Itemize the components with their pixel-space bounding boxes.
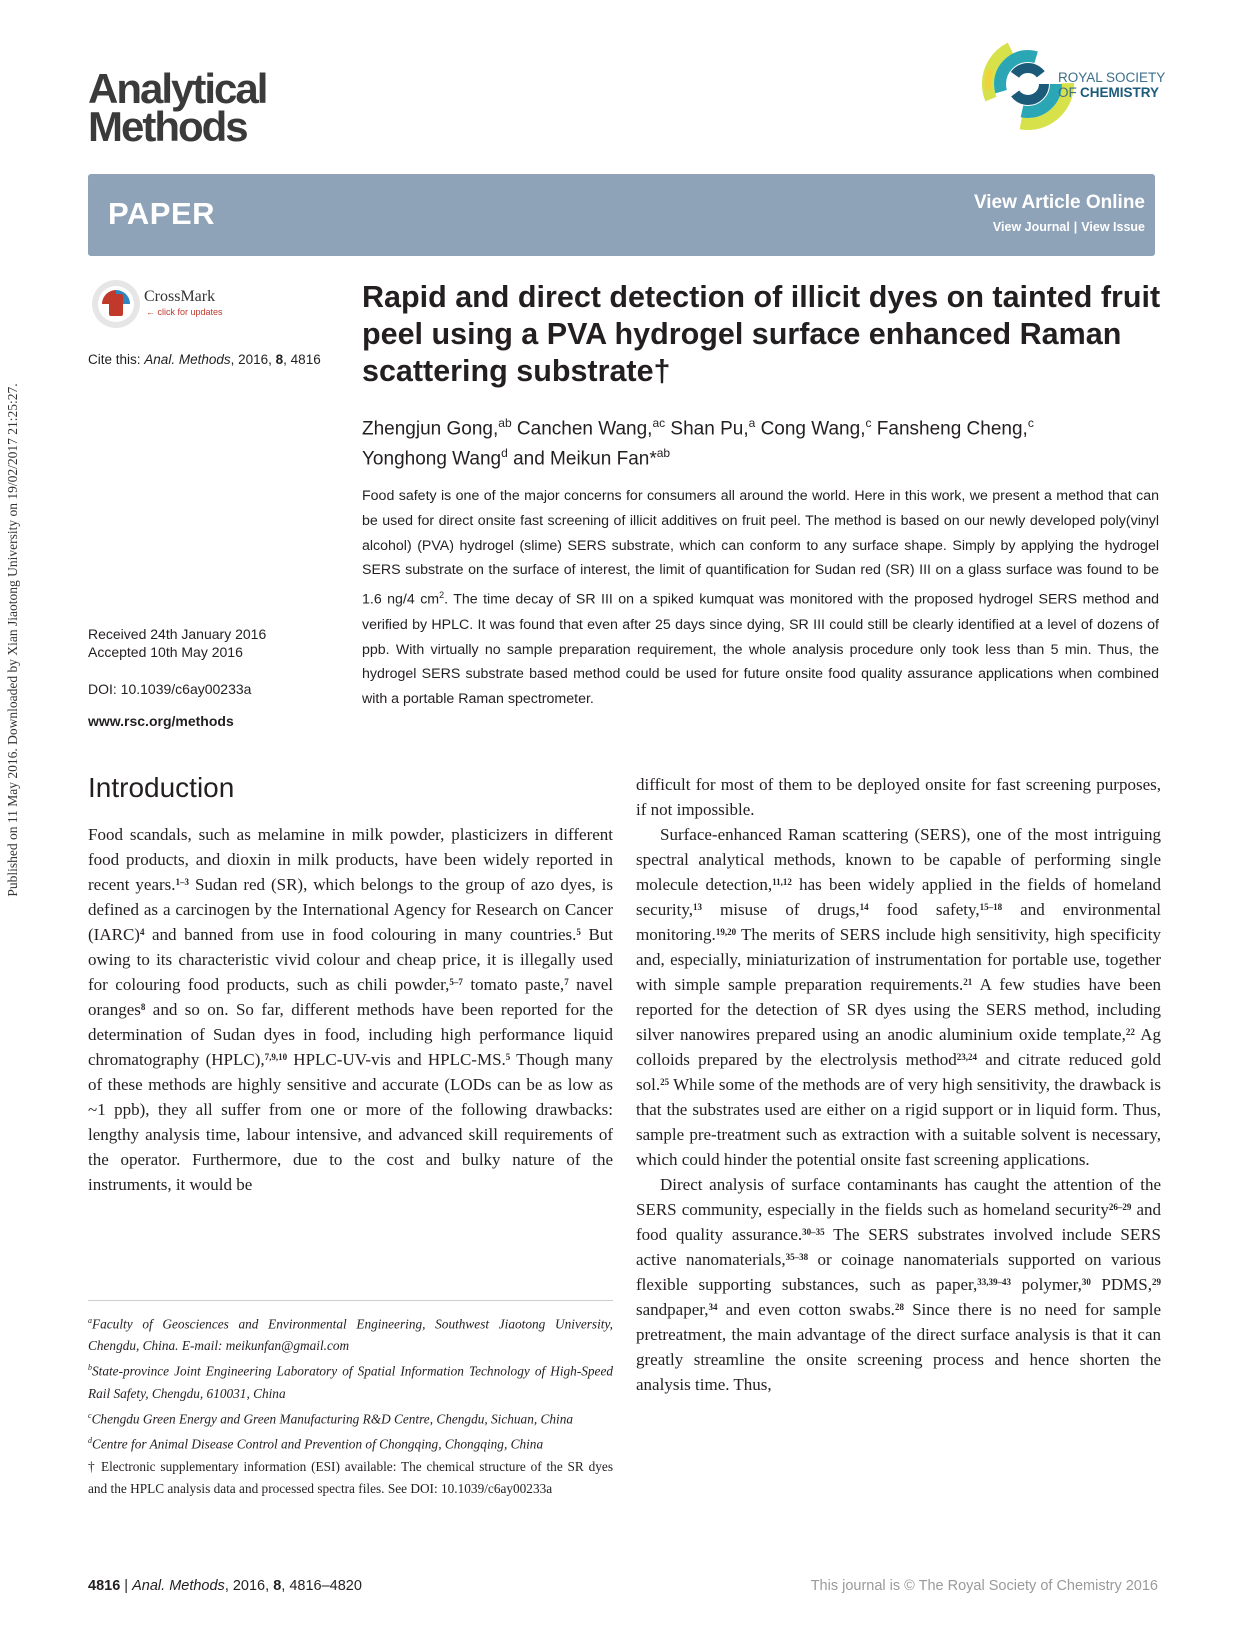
download-side-note — [2, 320, 24, 960]
body-text: sandpaper, — [636, 1300, 709, 1319]
citation-reference[interactable]: 22 — [1125, 1027, 1135, 1037]
article-title: Rapid and direct detection of illicit dyes on tainted fruit peel using a PVA hydrogel surface enhanced Raman scattering substrate† — [362, 280, 1161, 388]
body-text: tomato paste, — [462, 975, 565, 994]
affiliation-footnote — [88, 1357, 613, 1404]
abstract — [362, 484, 1159, 712]
citation-journal: Anal. Methods — [144, 352, 231, 367]
body-text: navel oranges — [88, 975, 613, 1019]
page-footer-copyright: This journal is © The Royal Society of Chemistry 2016 — [810, 1578, 1158, 1594]
footer-separator: | — [124, 1578, 129, 1594]
rsc-logo-line2-word: CHEMISTRY — [1080, 85, 1160, 100]
citation-reference[interactable]: 7 — [564, 977, 569, 987]
affiliation-text: Centre for Animal Disease Control and Prevention of Chongqing, Chongqing, China — [92, 1436, 544, 1452]
intro-paragraph-1 — [88, 822, 613, 1197]
citation-reference[interactable]: 11,12 — [772, 877, 792, 887]
author-affiliation-mark: ac — [652, 416, 666, 430]
citation-reference[interactable]: 19,20 — [715, 927, 737, 937]
intro-paragraph-1-continued — [636, 772, 1161, 822]
author-name: Yonghong Wang — [362, 448, 502, 470]
journal-name-line2: Methods — [88, 103, 247, 150]
body-text: While some of the methods are of very high sensitivity, the drawback is that the substrates used are either on a rigid support or in liquid form. Thus, sample pre-treatment such as extraction with a suitable solvent is necessary, which could hinder the potential onsite fast screening applications. — [636, 1075, 1161, 1169]
citation-reference[interactable]: 13 — [692, 902, 702, 912]
citation-reference[interactable]: 5 — [505, 1052, 511, 1062]
footer-journal: Anal. Methods — [132, 1578, 225, 1594]
citation-reference[interactable]: 5–7 — [449, 977, 463, 987]
esi-footnote: † Electronic supplementary information (ESI) available: The chemical structure of the SR dyes and the HPLC analysis data and processed spectra files. See DOI: 10.1039/c6ay00233a — [88, 1458, 613, 1496]
journal-url[interactable]: www.rsc.org/methods — [88, 713, 234, 729]
citation-reference[interactable]: 35–38 — [785, 1252, 809, 1262]
affiliation-text: Chengdu Green Energy and Green Manufacturing R&D Centre, Chengdu, Sichuan, China — [91, 1411, 574, 1427]
rsc-logo-graphic — [982, 32, 1166, 142]
intro-paragraph-2 — [636, 822, 1161, 1172]
citation-reference[interactable]: 25 — [660, 1077, 670, 1087]
view-issue-link[interactable]: View Issue — [1081, 220, 1145, 234]
body-text: A few studies have been reported for the detection of SR dyes using the SERS method, including silver nanowires prepared using an anodic aluminium oxide template, — [636, 975, 1161, 1044]
body-right-column — [636, 772, 1161, 1397]
citation-reference[interactable]: 4 — [139, 927, 145, 937]
article-type-banner — [88, 174, 1155, 256]
footer-volume: 8 — [273, 1578, 282, 1594]
body-text: or coinage nanomaterials supported on various flexible supporting substances, such as paper, — [636, 1250, 1161, 1294]
received-date: Received 24th January 2016 — [88, 626, 267, 642]
citation-reference[interactable]: 7,9,10 — [264, 1052, 288, 1062]
affiliation-text: Faculty of Geosciences and Environmental Engineering, Southwest Jiaotong University, Chengdu, China. E-mail: meikunfan@gmail.com — [88, 1316, 613, 1354]
citation-reference[interactable]: 28 — [894, 1302, 904, 1312]
affiliation-footnote — [88, 1430, 613, 1455]
affiliation-footnote — [88, 1405, 613, 1430]
body-text: Since there is no need for sample pretreatment, the main advantage of the direct surface analysis is that it can greatly streamline the onsite screening process and hence shorten the analysis time. Thus, — [636, 1300, 1161, 1394]
author-name: Canchen Wang, — [516, 418, 653, 440]
author-affiliation-mark: c — [865, 416, 872, 430]
rsc-logo-line1: ROYAL SOCIETY — [1058, 70, 1166, 85]
crossmark-sub-label[interactable]: ← click for updates — [146, 307, 223, 317]
body-text: The SERS substrates involved include SERS active nanomaterials, — [636, 1225, 1162, 1269]
view-journal-link[interactable]: View Journal — [992, 220, 1070, 234]
crossmark-label[interactable]: CrossMark — [144, 288, 216, 305]
body-text: HPLC-UV-vis and HPLC-MS. — [287, 1050, 506, 1069]
citation-reference[interactable]: 8 — [140, 1002, 146, 1012]
footnote-divider — [88, 1300, 613, 1301]
author-name: Cong Wang, — [760, 418, 866, 440]
author-name: Shan Pu, — [670, 418, 749, 440]
citation-reference[interactable]: 15–18 — [979, 902, 1003, 912]
author-affiliation-mark: ab — [498, 416, 512, 430]
abstract-superscript: 2 — [439, 590, 445, 601]
author-name: Fansheng Cheng, — [876, 418, 1028, 440]
view-links — [993, 220, 1145, 234]
article-type-label: PAPER — [108, 196, 216, 231]
body-left-column — [88, 822, 613, 1197]
body-text: misuse of drugs, — [701, 900, 860, 919]
author-affiliation-mark: ab — [656, 446, 671, 461]
body-text: Direct analysis of surface contaminants has caught the attention of the SERS community, especially in the fields such as homeland security — [636, 1175, 1161, 1219]
affiliation-mark: b — [88, 1363, 92, 1373]
citation-reference[interactable]: 30–35 — [802, 1227, 825, 1237]
body-text: Food scandals, such as melamine in milk powder, plasticizers in different food products, and dioxin in milk products, have been widely reported in recent years. — [88, 825, 613, 894]
abstract-text-part1: Food safety is one of the major concerns for consumers all around the world. Here in this work, we present a method that can be used for direct onsite fast screening of illicit additives on fruit peel. The method is based on our newly developed poly(vinyl alcohol) (PVA) hydrogel (slime) SERS substrate, which can conform to any surface shape. Simply by applying the hydrogel SERS substrate on the surface of interest, the limit of quantification for Sudan red (SR) III on a glass surface was found to be 1.6 ng/4 cm — [362, 488, 1159, 608]
citation-volume: 8 — [275, 352, 284, 367]
citation-reference[interactable]: 1–3 — [175, 877, 190, 887]
citation-page: , 4816 — [283, 352, 321, 367]
accepted-date: Accepted 10th May 2016 — [88, 644, 243, 660]
footer-page-number: 4816 — [88, 1578, 121, 1594]
citation-reference[interactable]: 5 — [576, 927, 581, 937]
body-text: But owing to its characteristic vivid colour and cheap price, it is illegally used for colouring food products, such as chili powder, — [88, 925, 614, 994]
body-text: Ag colloids prepared by the electrolysis method — [636, 1025, 1161, 1069]
citation-prefix: Cite this: — [88, 352, 141, 367]
author-name: Zhengjun Gong, — [362, 418, 499, 440]
body-text: and environmental monitoring. — [636, 900, 1161, 944]
body-text: polymer, — [1011, 1275, 1082, 1294]
author-name: and Meikun Fan* — [513, 448, 657, 470]
body-text: The merits of SERS include high sensitivity, high specificity and, especially, miniaturization of instrumentation for portable use, together with simple sample preparation requirements. — [636, 925, 1161, 994]
crossmark-sub-text: click for updates — [157, 307, 223, 317]
citation-reference[interactable]: 23,24 — [956, 1052, 977, 1062]
affiliation-footnote — [88, 1310, 613, 1357]
crossmark-icon[interactable] — [90, 278, 142, 335]
body-text: has been widely applied in the fields of homeland security, — [636, 875, 1161, 919]
affiliation-mark: d — [88, 1436, 92, 1446]
author-list — [362, 411, 1162, 472]
view-links-separator: | — [1073, 220, 1078, 234]
body-text: Surface-enhanced Raman scattering (SERS), one of the most intriguing spectral analytical methods, known to be capable of performing single molecule detection, — [636, 825, 1161, 894]
body-text: and so on. So far, different methods have been reported for the determination of Sudan dyes in food, including high performance liquid chromatography (HPLC), — [88, 1000, 613, 1069]
body-text: and food quality assurance. — [636, 1200, 1162, 1244]
citation-reference[interactable]: 26–29 — [1108, 1202, 1132, 1212]
citation-reference[interactable]: 14 — [859, 902, 869, 912]
body-text: Sudan red (SR), which belongs to the group of azo dyes, is defined as a carcinogen by the International Agency for Research on Cancer (IARC) — [88, 875, 613, 944]
author-affiliation-mark: c — [1027, 416, 1034, 430]
affiliation-mark: c — [88, 1410, 92, 1420]
rsc-logo — [982, 32, 1166, 142]
body-text: and even cotton swabs. — [717, 1300, 895, 1319]
citation-year: , 2016, — [230, 352, 276, 367]
journal-name — [88, 65, 267, 150]
abstract-text-part2: . The time decay of SR III on a spiked kumquat was monitored with the proposed hydrogel SERS method and verified by HPLC. It was found that even after 25 days since dying, SR III could still be clearly identified at a level of dozens of ppb. With virtually no sample preparation requirement, the whole analysis procedure only took less than 5 min. Thus, the hydrogel SERS substrate based method could be used for future onsite food quality assurance applications when combined with a portable Raman spectrometer. — [362, 591, 1159, 708]
article-dates — [88, 625, 266, 661]
author-affiliation-mark: d — [501, 446, 508, 461]
body-text: and banned from use in food colouring in many countries. — [144, 925, 577, 944]
body-text: and citrate reduced gold sol. — [636, 1050, 1161, 1094]
citation-reference[interactable]: 21 — [963, 977, 973, 987]
citation-reference[interactable]: 29 — [1151, 1277, 1161, 1287]
footer-pages: , 4816–4820 — [281, 1578, 362, 1594]
page-footer-citation — [88, 1578, 362, 1594]
citation-reference[interactable]: 30 — [1081, 1277, 1091, 1287]
body-text: PDMS, — [1090, 1275, 1152, 1294]
affiliation-text: State-province Joint Engineering Laboratory of Spatial Information Technology of High-Speed Rail Safety, Chengdu, 610031, China — [88, 1363, 613, 1401]
citation-reference[interactable]: 33,39–43 — [977, 1277, 1011, 1287]
doi[interactable]: DOI: 10.1039/c6ay00233a — [88, 681, 252, 697]
rsc-logo-line2-prefix: OF — [1058, 85, 1077, 100]
view-article-online-link[interactable]: View Article Online — [973, 192, 1145, 213]
journal-name-line1: Analytical — [88, 65, 267, 112]
footnotes — [88, 1310, 613, 1500]
author-affiliation-mark: a — [748, 416, 756, 430]
download-note-text: Published on 11 May 2016. Downloaded by Xian Jiaotong University on 19/02/2017 21:25:27. — [5, 383, 20, 897]
affiliation-mark: a — [88, 1316, 92, 1325]
section-heading-introduction: Introduction — [88, 772, 235, 803]
footer-year: , 2016, — [224, 1578, 274, 1594]
intro-paragraph-3 — [636, 1172, 1161, 1397]
citation — [88, 352, 321, 367]
body-text: difficult for most of them to be deployed onsite for fast screening purposes, if not impossible. — [636, 775, 1161, 819]
affiliation-list — [88, 1310, 613, 1456]
citation-reference[interactable]: 34 — [708, 1302, 718, 1312]
body-text: Though many of these methods are highly sensitive and accurate (LODs can be as low as ~1 ppb), they all suffer from one or more of the following drawbacks: lengthy analysis time, labour intensive, and advanced skill requirements of the operator. Furthermore, due to the cost and bulky nature of the instruments, it would be — [88, 1050, 613, 1194]
body-text: food safety, — [868, 900, 980, 919]
